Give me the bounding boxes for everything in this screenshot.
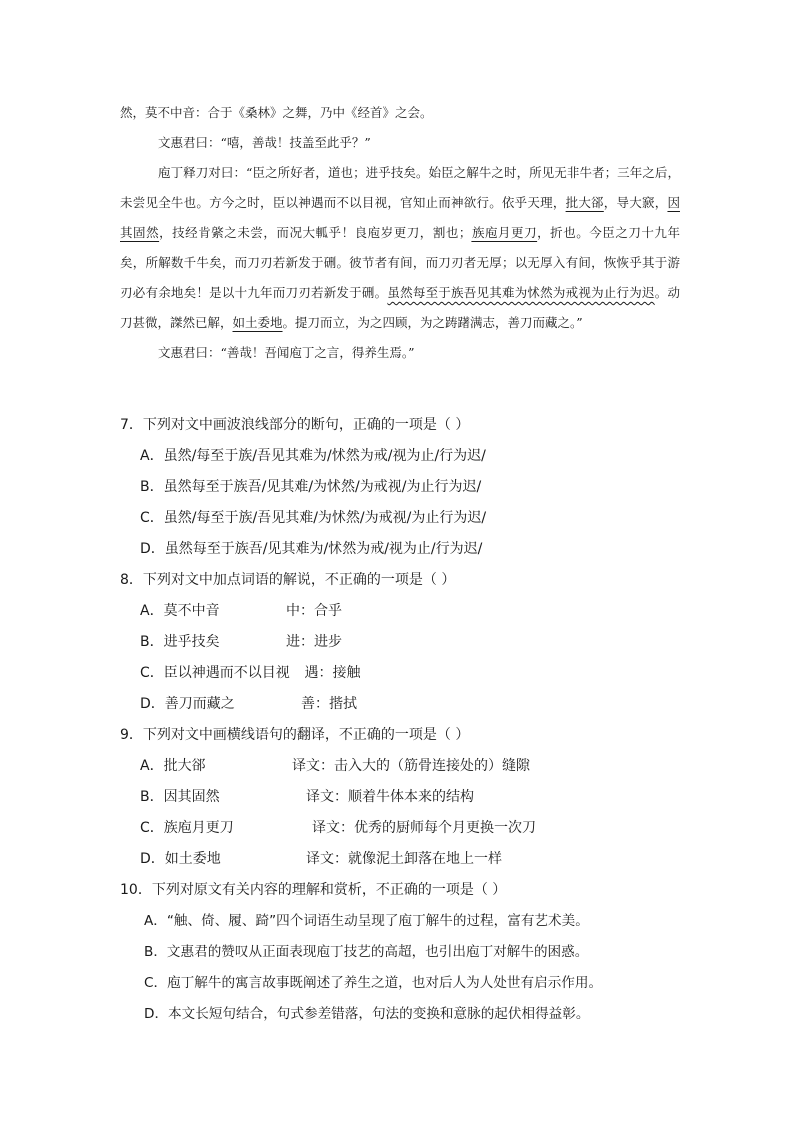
option-a[interactable]: A．莫不中音 中：合乎 xyxy=(140,603,342,619)
option-d[interactable]: D．如土委地 译文：就像泥土卸落在地上一样 xyxy=(140,851,502,867)
option-c[interactable]: C．族庖月更刀 译文：优秀的厨师每个月更换一次刀 xyxy=(140,820,536,836)
question-9 xyxy=(120,720,680,875)
question-8 xyxy=(120,565,680,720)
passage-paragraph: 庖丁释刀对曰：“臣之所好者，道也；进乎技矣。始臣之解牛之时，所见无非牛者；三年之后，未尝见全牛也。方今之时，臣以神遇而不以目视，官知止而神欲行。依乎天理，批大郤，导大窾，因其固然，技经肯綮之未尝，而况大軱乎！良庖岁更刀，割也；族庖月更刀，折也。今臣之刀十九年矣，所解数千牛矣，而刀刃若新发于硎。彼节者有间，而刀刃者无厚；以无厚入有间，恢恢乎其于游刃必有余地矣！是以十九年而刀刃若新发于硎。虽然每至于族吾见其难为怵然为戒视为止行为迟。动刀甚微，謋然已解，如土委地。提刀而立，为之四顾，为之踌躇满志，善刀而藏之。” xyxy=(120,165,680,330)
question-list xyxy=(120,410,680,1030)
underlined-phrase: 如土委地 xyxy=(232,315,283,330)
passage-paragraph: 文惠君曰：“善哉！吾闻庖丁之言，得养生焉。” xyxy=(158,345,415,360)
option-a[interactable]: A．批大郤 译文：击入大的（筋骨连接处的）缝隙 xyxy=(140,758,530,774)
option-c[interactable]: C．臣以神遇而不以目视 遇：接触 xyxy=(140,665,361,681)
question-stem: 8．下列对文中加点词语的解说，不正确的一项是（ ） xyxy=(120,572,456,588)
option-d[interactable]: D．虽然每至于族吾/见其难为/怵然为戒/视为止/行为迟/ xyxy=(140,541,483,557)
option-c[interactable]: C．庖丁解牛的寓言故事既阐述了养生之道，也对后人为人处世有启示作用。 xyxy=(144,975,603,991)
underlined-phrase: 批大郤 xyxy=(565,195,604,210)
question-stem: 10．下列对原文有关内容的理解和赏析，不正确的一项是（ ） xyxy=(120,882,507,898)
passage-text xyxy=(120,98,680,368)
option-b[interactable]: B．虽然每至于族吾/见其难/为怵然/为戒视/为止行为迟/ xyxy=(140,479,482,495)
wavy-underlined-phrase: 虽然每至于族吾见其难为怵然为戒视为止行为迟 xyxy=(387,285,655,300)
underlined-phrase: 族庖月更刀 xyxy=(471,225,538,240)
option-b[interactable]: B．文惠君的赞叹从正面表现庖丁技艺的高超，也引出庖丁对解牛的困惑。 xyxy=(144,944,589,960)
option-c[interactable]: C．虽然/每至于族/吾见其难/为怵然/为戒视/为止行为迟/ xyxy=(140,510,487,526)
option-b[interactable]: B．进乎技矣 进：进步 xyxy=(140,634,342,650)
question-10 xyxy=(120,875,680,1030)
option-b[interactable]: B．因其固然 译文：顺着牛体本来的结构 xyxy=(140,789,474,805)
question-7 xyxy=(120,410,680,565)
passage-paragraph: 文惠君曰：“嘻，善哉！技盖至此乎？” xyxy=(158,135,371,150)
option-a[interactable]: A．“触、倚、履、踦”四个词语生动呈现了庖丁解牛的过程，富有艺术美。 xyxy=(144,913,589,929)
question-stem: 9．下列对文中画横线语句的翻译，不正确的一项是（ ） xyxy=(120,727,470,743)
option-d[interactable]: D．本文长短句结合，句式参差错落，句法的变换和意脉的起伏相得益彰。 xyxy=(144,1006,590,1022)
underlined-phrase: 因其固然 xyxy=(120,195,680,240)
option-d[interactable]: D．善刀而藏之 善：揩拭 xyxy=(140,696,357,712)
option-a[interactable]: A．虽然/每至于族/吾见其难为/怵然为戒/视为止/行为迟/ xyxy=(140,448,486,464)
question-stem: 7．下列对文中画波浪线部分的断句，正确的一项是（ ） xyxy=(120,417,470,433)
passage-paragraph: 然，莫不中音：合于《桑林》之舞，乃中《经首》之会。 xyxy=(120,105,433,120)
